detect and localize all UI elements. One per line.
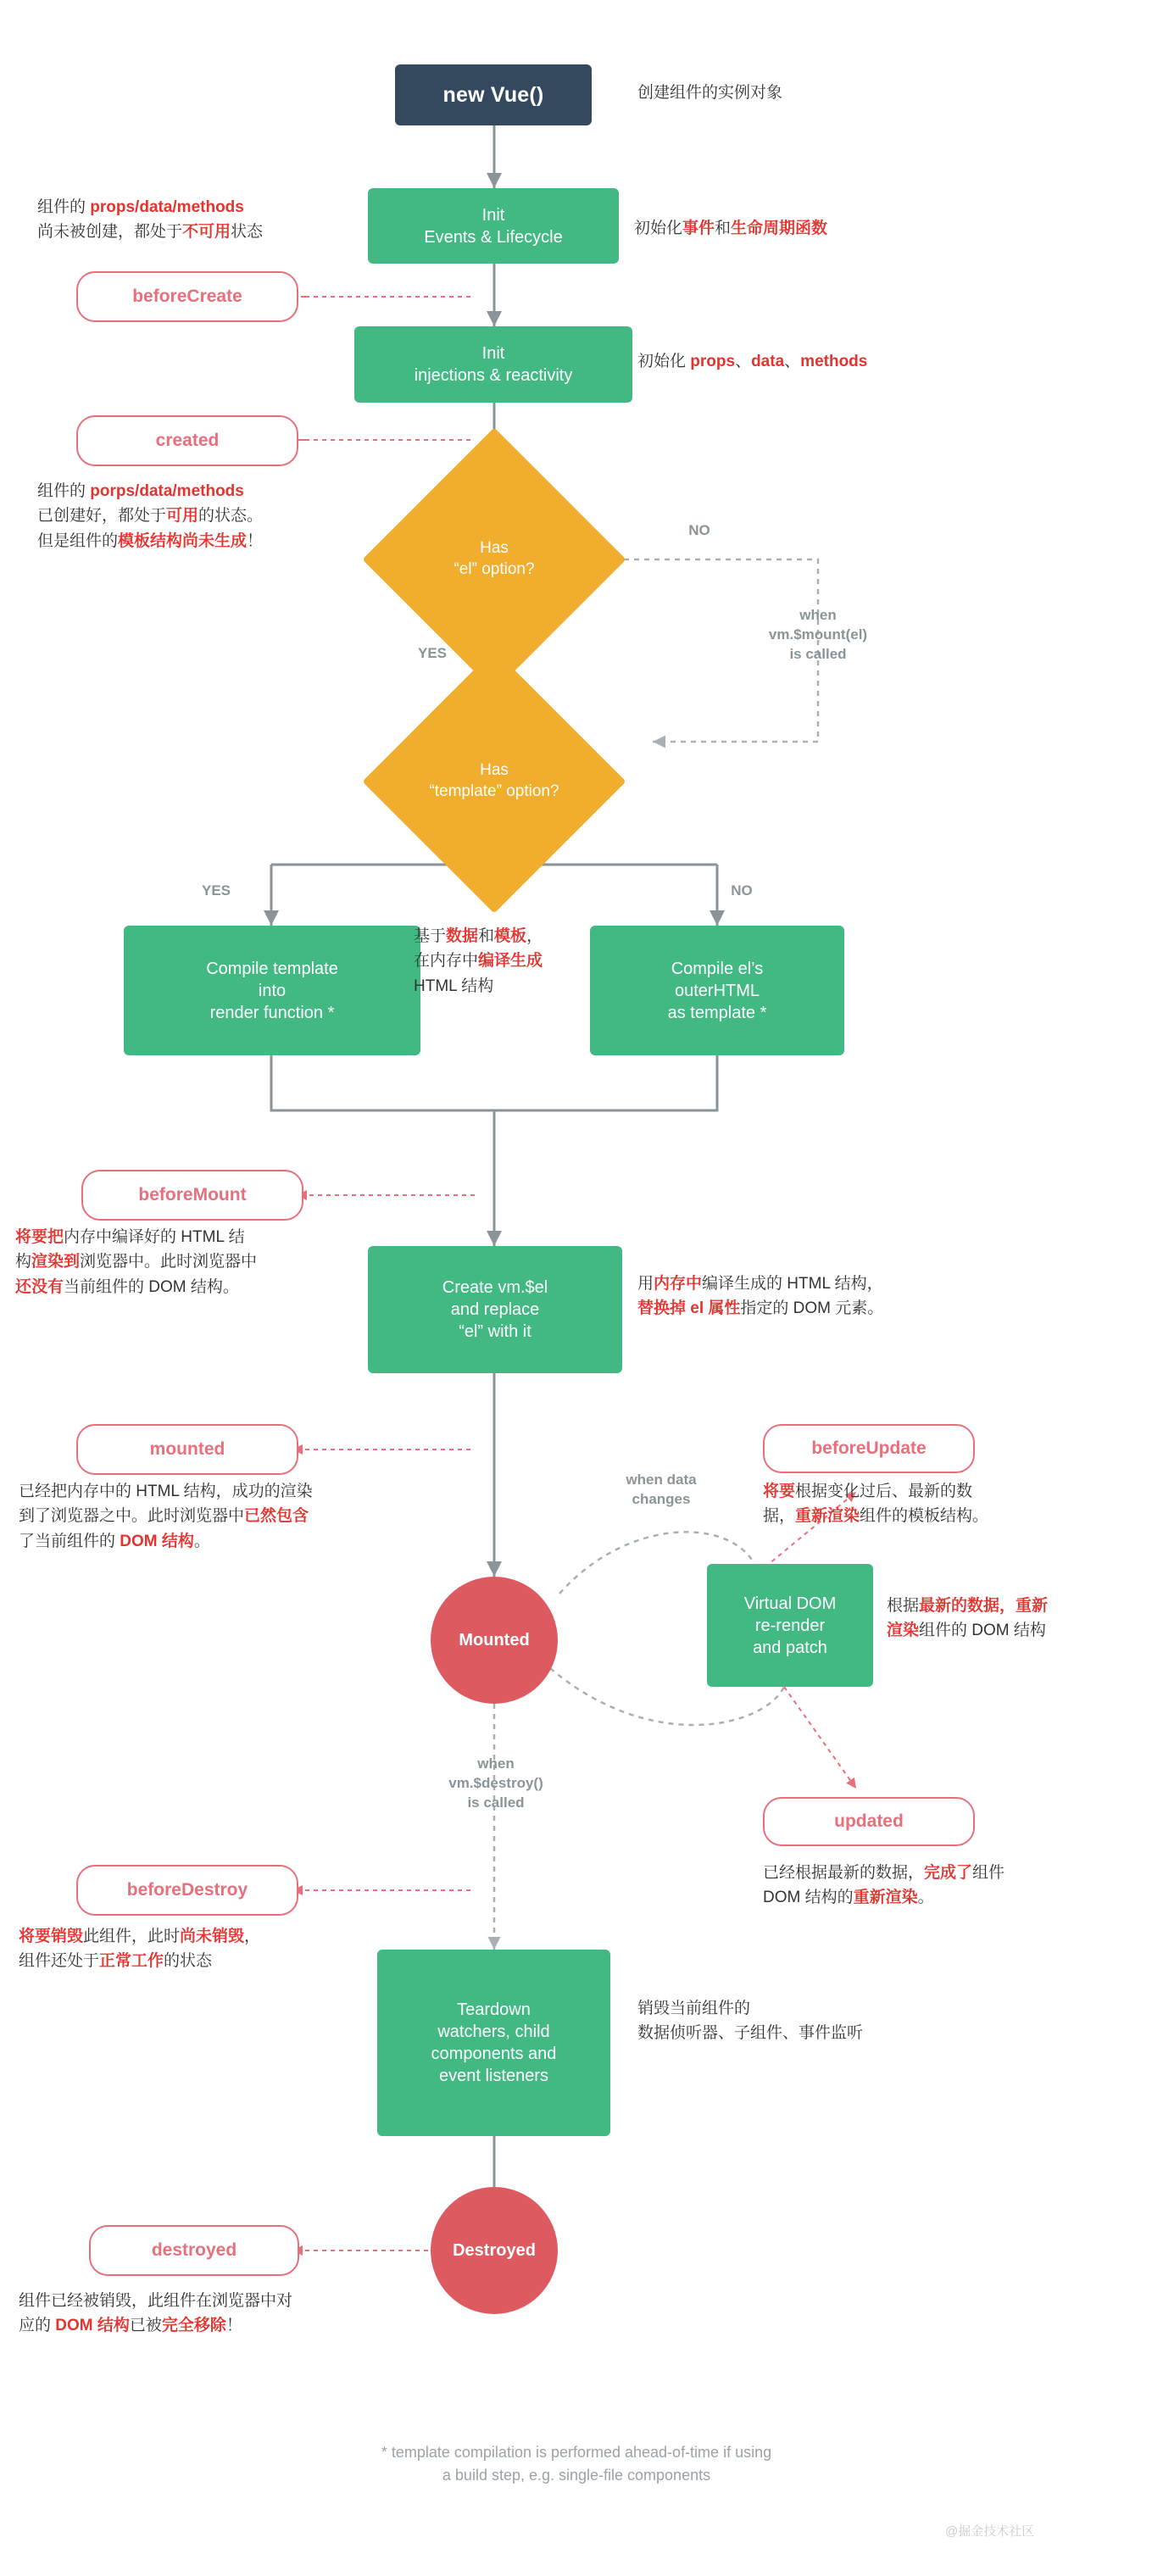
compile-note-l1b: 数据 xyxy=(446,927,479,945)
compile-note-l1c: 和 xyxy=(478,927,495,945)
hook-destroyed-label: destroyed xyxy=(151,2240,237,2260)
annotation-before-create xyxy=(37,195,376,245)
watermark-text: @掘金技术社区 xyxy=(945,2524,1035,2539)
created-note-l2a: 已创建好，都处于 xyxy=(37,507,167,526)
vd-note-l1a: 根据 xyxy=(887,1597,920,1615)
init-events-note-red2: 生命周期函数 xyxy=(731,220,828,237)
bd-note-l1d: ， xyxy=(244,1928,261,1945)
init-inj-sep2: 、 xyxy=(784,353,801,370)
init-inj-sep1: 、 xyxy=(735,353,752,370)
annotation-created xyxy=(37,479,393,554)
footnote xyxy=(220,2441,932,2487)
node-init-injections xyxy=(354,326,632,403)
before-create-note-l1b: props/data/methods xyxy=(90,198,244,216)
cvm-note-l1b: 内存中 xyxy=(654,1275,703,1293)
annotation-new-vue-text: 创建组件的实例对象 xyxy=(637,84,783,102)
bu-note-l2a: 据， xyxy=(763,1507,796,1526)
node-compile-template xyxy=(124,926,420,1055)
compile-template-line1: Compile template xyxy=(206,959,338,978)
node-has-template-option xyxy=(401,688,587,875)
hook-mounted-label: mounted xyxy=(149,1439,225,1459)
annotation-init-events xyxy=(634,216,990,241)
bm-note-l2c: 浏览器中。此时浏览器中 xyxy=(80,1253,258,1271)
mounted-circle-label: Mounted xyxy=(459,1630,530,1650)
hook-created-label: created xyxy=(155,431,220,450)
created-note-l3c: ！ xyxy=(247,531,264,550)
created-note-l3b: 模板结构尚未生成 xyxy=(118,531,248,550)
before-create-note-l2a: 尚未被创建，都处于 xyxy=(37,223,183,242)
edge-label-no-template-text: NO xyxy=(731,882,753,899)
annotation-compile xyxy=(414,924,609,999)
create-vm-line2: and replace xyxy=(450,1300,540,1319)
edge-label-when-mount xyxy=(725,606,911,665)
bu-note-l1b: 根据变化过后、最新的数 xyxy=(795,1483,973,1500)
node-create-vm-el xyxy=(368,1246,622,1373)
vd-note-l2b: 组件的 DOM 结构 xyxy=(919,1622,1046,1640)
ds-note-l2e: ！ xyxy=(225,2317,242,2335)
edge-label-no-el-text: NO xyxy=(688,522,710,538)
annotation-new-vue xyxy=(637,81,917,105)
hook-updated[interactable] xyxy=(763,1797,975,1846)
annotation-teardown xyxy=(637,1996,1044,2046)
hook-created[interactable] xyxy=(76,415,298,466)
edge-label-no-template xyxy=(708,882,776,901)
node-has-el-line2: “el” option? xyxy=(454,560,535,578)
compile-note-l2b: 编译生成 xyxy=(478,952,543,971)
up-note-l1b: 完成了 xyxy=(924,1864,973,1882)
teardown-line1: Teardown xyxy=(457,2000,531,2019)
node-destroyed-state xyxy=(431,2187,558,2314)
destroyed-circle-label: Destroyed xyxy=(453,2240,536,2260)
bm-note-l2b: 渲染到 xyxy=(31,1253,81,1271)
bm-note-l2a: 构 xyxy=(15,1253,32,1271)
bm-note-l1b: 内存中编译好的 HTML 结 xyxy=(64,1228,245,1246)
hook-destroyed[interactable] xyxy=(89,2225,299,2276)
ds-note-l2c: 已被 xyxy=(129,2317,162,2335)
node-new-vue-label: new Vue() xyxy=(442,82,544,107)
hook-before-create-label: beforeCreate xyxy=(132,287,242,306)
node-virtual-dom-rerender xyxy=(707,1564,873,1687)
mounted-note-l2b: 已然包含 xyxy=(244,1507,309,1526)
when-destroy-line1: when xyxy=(477,1755,515,1772)
ds-note-l1: 组件已经被销毁，此组件在浏览器中对 xyxy=(19,2292,293,2310)
node-has-template-line2: “template” option? xyxy=(429,782,559,800)
bu-note-l2c: 组件的模板结构。 xyxy=(860,1507,989,1526)
compile-outer-line2: outerHTML xyxy=(674,981,760,1000)
created-note-l1a: 组件的 xyxy=(37,482,91,500)
before-create-note-l1a: 组件的 xyxy=(37,198,91,216)
created-note-l2b: 可用 xyxy=(166,507,199,526)
teardown-line4: event listeners xyxy=(439,2067,548,2085)
hook-before-mount-label: beforeMount xyxy=(138,1185,247,1205)
up-note-l2a: DOM 结构的 xyxy=(763,1889,854,1907)
node-teardown xyxy=(377,1950,610,2136)
hook-updated-label: updated xyxy=(834,1811,904,1831)
compile-note-l1a: 基于 xyxy=(414,927,447,945)
bd-note-l2a: 组件还处于 xyxy=(19,1952,100,1971)
when-destroy-line3: is called xyxy=(467,1794,525,1811)
up-note-l1a: 已经根据最新的数据， xyxy=(763,1864,925,1882)
edge-label-yes-el xyxy=(398,644,466,664)
edge-label-yes-template-text: YES xyxy=(201,882,231,899)
init-inj-methods: methods xyxy=(800,353,868,370)
edge-label-yes-el-text: YES xyxy=(417,645,448,661)
compile-note-l3: HTML 结构 xyxy=(414,976,494,995)
up-note-l2b: 重新渲染 xyxy=(853,1889,918,1907)
hook-before-create[interactable] xyxy=(76,271,298,322)
when-mount-line2: vm.$mount(el) xyxy=(768,626,868,643)
before-create-note-l2c: 状态 xyxy=(231,223,264,242)
node-new-vue xyxy=(395,64,592,125)
up-note-l1c: 组件 xyxy=(972,1864,1005,1882)
create-vm-line1: Create vm.$el xyxy=(442,1278,548,1297)
hook-before-mount[interactable] xyxy=(81,1170,303,1221)
bu-note-l2b: 重新渲染 xyxy=(795,1507,860,1526)
cvm-note-l2a: 替换掉 el 属性 xyxy=(637,1299,741,1318)
init-events-note-mid: 和 xyxy=(715,220,732,237)
annotation-before-destroy xyxy=(19,1924,383,1974)
mounted-note-l3b: DOM 结构 xyxy=(120,1532,194,1550)
node-init-events-line1: Init xyxy=(481,205,505,225)
annotation-virtual-dom xyxy=(887,1594,1149,1644)
bm-note-l3a: 还没有 xyxy=(15,1277,64,1296)
edge-label-no-el xyxy=(670,521,729,541)
td-note-l1: 销毁当前组件的 xyxy=(637,2000,751,2017)
node-has-el-line1: Has xyxy=(480,539,509,558)
compile-template-line2: into xyxy=(258,981,287,1000)
ds-note-l2a: 应的 xyxy=(19,2317,56,2335)
edge-label-yes-template xyxy=(182,882,250,901)
node-has-el-option xyxy=(401,466,587,653)
bd-note-l2c: 的状态 xyxy=(164,1952,213,1971)
node-init-events-line2: Events & Lifecycle xyxy=(424,227,563,247)
annotation-before-mount xyxy=(15,1225,371,1299)
footnote-line1: * template compilation is performed ahead-of-time if using xyxy=(381,2444,772,2461)
compile-note-l1e: ， xyxy=(526,927,543,945)
td-note-l2: 数据侦听器、子组件、事件监听 xyxy=(637,2024,864,2043)
when-data-line1: when data xyxy=(626,1472,697,1488)
edge-label-when-data-changes xyxy=(585,1471,737,1510)
node-compile-outerhtml xyxy=(590,926,844,1055)
bd-note-l1c: 尚未销毁 xyxy=(180,1928,245,1945)
created-note-l2c: 的状态。 xyxy=(198,507,264,526)
compile-note-l2a: 在内存中 xyxy=(414,952,479,971)
when-mount-line1: when xyxy=(799,607,837,623)
mounted-note-l1: 已经把内存中的 HTML 结构，成功的渲染 xyxy=(19,1483,313,1500)
ds-note-l2d: 完全移除 xyxy=(161,2317,226,2335)
ds-note-l2b: DOM 结构 xyxy=(55,2317,130,2335)
init-inj-props: props xyxy=(690,353,736,370)
create-vm-line3: “el” with it xyxy=(459,1322,531,1341)
virtual-dom-line1: Virtual DOM xyxy=(743,1594,837,1613)
mounted-note-l3c: 。 xyxy=(193,1532,210,1550)
compile-note-l1d: 模板 xyxy=(494,927,527,945)
bd-note-l1a: 将要销毁 xyxy=(19,1928,84,1945)
teardown-line2: watchers, child xyxy=(437,2022,550,2041)
bu-note-l1a: 将要 xyxy=(763,1483,796,1500)
annotation-before-update xyxy=(763,1479,1144,1529)
node-init-injections-line1: Init xyxy=(481,344,505,363)
vd-note-l1b: 最新的数据，重新 xyxy=(919,1597,1049,1615)
node-init-injections-line2: injections & reactivity xyxy=(414,366,573,385)
hook-before-destroy-label: beforeDestroy xyxy=(126,1880,248,1900)
when-destroy-line2: vm.$destroy() xyxy=(448,1774,543,1791)
watermark xyxy=(945,2522,1034,2540)
virtual-dom-line2: re-render xyxy=(754,1616,826,1635)
hook-mounted[interactable] xyxy=(76,1424,298,1475)
bm-note-l3b: 当前组件的 DOM 结构。 xyxy=(64,1277,239,1296)
cvm-note-l2b: 指定的 DOM 元素。 xyxy=(740,1299,884,1318)
bd-note-l2b: 正常工作 xyxy=(99,1952,164,1971)
created-note-l3a: 但是组件的 xyxy=(37,531,119,550)
node-init-events xyxy=(368,188,619,264)
annotation-updated xyxy=(763,1861,1144,1911)
annotation-mounted xyxy=(19,1479,459,1554)
hook-before-update-label: beforeUpdate xyxy=(811,1438,927,1458)
node-mounted-state xyxy=(431,1577,558,1704)
node-has-template-line1: Has xyxy=(480,761,509,780)
compile-outer-line1: Compile el’s xyxy=(671,959,764,978)
compile-template-line3: render function * xyxy=(209,1003,335,1022)
cvm-note-l1a: 用 xyxy=(637,1275,654,1293)
annotation-init-injections xyxy=(637,349,1002,374)
before-create-note-l2b: 不可用 xyxy=(182,223,231,242)
footnote-line2: a build step, e.g. single-file components xyxy=(442,2467,711,2484)
teardown-line3: components and xyxy=(431,2045,557,2063)
annotation-create-vm xyxy=(637,1271,1019,1321)
init-events-note-red1: 事件 xyxy=(682,220,715,237)
cvm-note-l1c: 编译生成的 HTML 结构， xyxy=(702,1275,883,1293)
hook-before-destroy[interactable] xyxy=(76,1865,298,1916)
bd-note-l1b: 此组件，此时 xyxy=(83,1928,181,1945)
init-inj-pre: 初始化 xyxy=(637,353,691,370)
hook-before-update[interactable] xyxy=(763,1424,975,1473)
mounted-note-l3a: 了当前组件的 xyxy=(19,1532,120,1550)
created-note-l1b: porps/data/methods xyxy=(90,482,244,500)
vd-note-l2a: 渲染 xyxy=(887,1622,920,1640)
mounted-note-l2a: 到了浏览器之中。此时浏览器中 xyxy=(19,1507,245,1526)
bm-note-l1a: 将要把 xyxy=(15,1228,64,1246)
init-inj-data: data xyxy=(751,353,785,370)
up-note-l2c: 。 xyxy=(917,1889,934,1907)
edge-label-when-destroy xyxy=(403,1755,589,1813)
virtual-dom-line3: and patch xyxy=(753,1638,827,1657)
annotation-destroyed xyxy=(19,2289,442,2339)
init-events-note-pre: 初始化 xyxy=(634,220,683,237)
compile-outer-line3: as template * xyxy=(667,1003,767,1022)
when-data-line2: changes xyxy=(632,1490,691,1507)
when-mount-line3: is called xyxy=(789,645,847,662)
